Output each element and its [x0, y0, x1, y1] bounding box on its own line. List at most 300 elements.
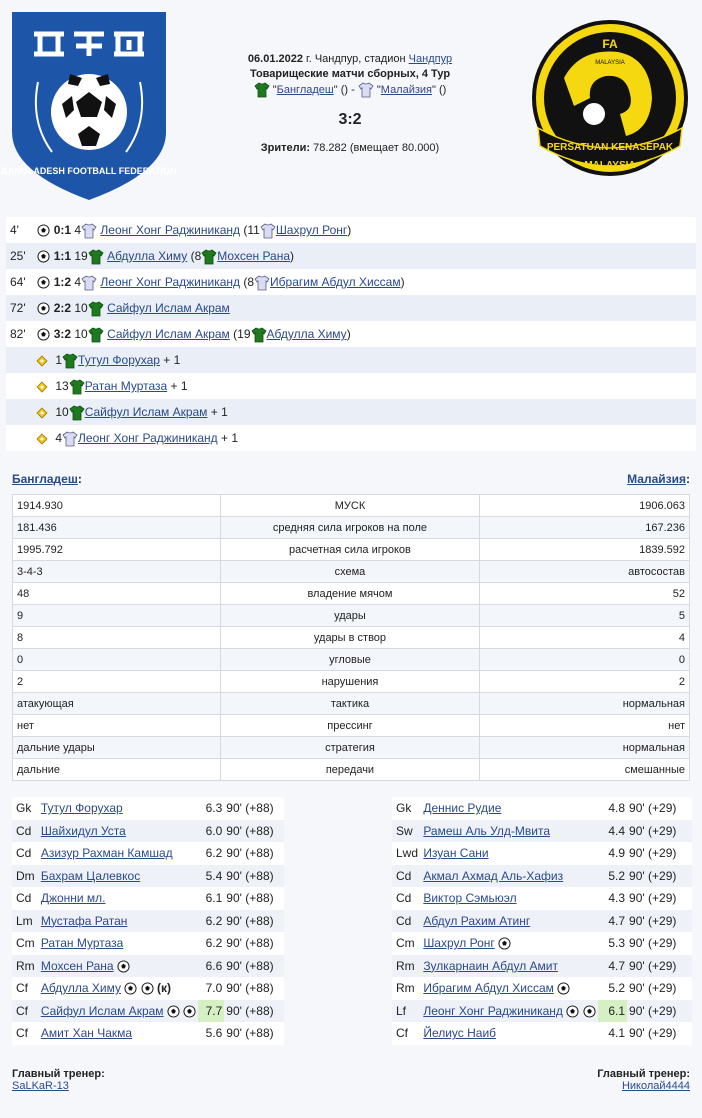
player-rating: 5.2	[598, 977, 627, 1000]
stats-row	[13, 583, 690, 605]
player-position: Gk	[392, 797, 421, 820]
player-rating: 4.1	[598, 1022, 627, 1045]
player-link[interactable]: Ратан Муртаза	[40, 936, 124, 951]
stadium-link[interactable]: Чандпур	[408, 53, 453, 65]
player-cell	[421, 1022, 597, 1045]
player-position: Cd	[12, 820, 39, 843]
assist-player-link[interactable]: Абдулла Химу	[266, 327, 347, 341]
player-cell	[421, 932, 597, 955]
stat-away-value: 1839.592	[480, 539, 690, 561]
football-icon	[37, 276, 50, 289]
stats-row	[13, 715, 690, 737]
player-position: Rm	[392, 955, 421, 978]
home-coach-label: Главный тренер:	[12, 1068, 105, 1080]
bonus-value: + 1	[167, 379, 188, 393]
lineup-row	[392, 865, 692, 888]
goal-ball-icon	[498, 937, 511, 950]
stat-label: владение мячом	[220, 583, 480, 605]
player-position: Cd	[12, 887, 39, 910]
match-date: 06.01.2022	[247, 53, 303, 65]
player-rating: 6.6	[198, 955, 224, 978]
goal-row	[6, 295, 696, 321]
goal-ball-icon	[183, 1005, 196, 1018]
player-minutes: 90' (+29)	[627, 820, 692, 843]
stat-home-value: 181.436	[13, 517, 221, 539]
player-link[interactable]: Бахрам Цалевкос	[40, 868, 141, 883]
bonus-row	[6, 425, 696, 451]
stat-label: нарушения	[220, 671, 480, 693]
lineup-row	[12, 797, 284, 820]
goal-row	[6, 321, 696, 347]
away-shirt-icon	[358, 82, 374, 98]
match-date-line	[200, 52, 500, 67]
goal-player-number: 19	[74, 249, 88, 263]
stats-row	[13, 605, 690, 627]
stat-away-value: 1906.063	[480, 495, 690, 517]
player-rating: 7.0	[198, 977, 224, 1000]
bonus-player-number: 1	[55, 353, 63, 367]
assist-player-link[interactable]: Шахрул Ронг	[275, 223, 348, 237]
home-shirt-icon	[62, 353, 78, 369]
stats-row	[13, 495, 690, 517]
player-rating: 6.3	[198, 797, 224, 820]
player-rating: 6.2	[198, 842, 224, 865]
stat-away-value: нет	[480, 715, 690, 737]
player-rating: 4.3	[598, 887, 627, 910]
goal-player-number: 10	[74, 327, 88, 341]
stat-home-value: 1914.930	[13, 495, 221, 517]
goal-score: 3:2	[53, 327, 72, 341]
malaysia-fa-logo	[530, 18, 690, 188]
player-minutes: 90' (+88)	[224, 797, 284, 820]
stat-home-value: дальние удары	[13, 737, 221, 759]
player-link[interactable]: Зулкарнаин Абдул Амит	[423, 958, 558, 973]
lineup-row	[12, 842, 284, 865]
goal-player-link[interactable]: Абдулла Химу	[107, 249, 188, 263]
home-coach-link[interactable]: SaLKaR-13	[12, 1080, 69, 1092]
assist-number: (19	[233, 327, 251, 341]
lineup-row	[12, 820, 284, 843]
stat-home-value: 48	[13, 583, 221, 605]
bonus-player-link[interactable]: Ратан Муртаза	[84, 379, 168, 393]
stat-away-value: 2	[480, 671, 690, 693]
bonus-icon	[36, 381, 48, 393]
lineup-row	[392, 820, 692, 843]
bonus-player-link[interactable]: Сайфул Ислам Акрам	[84, 405, 208, 419]
goal-ball-icon	[124, 982, 137, 995]
player-position: Cd	[392, 910, 421, 933]
player-cell	[421, 820, 597, 843]
away-shirt-icon	[254, 275, 270, 291]
attendance-value: 78.282 (вмещает 80.000)	[310, 142, 440, 154]
stat-label: тактика	[220, 693, 480, 715]
player-cell	[39, 1022, 198, 1045]
bonus-row	[6, 347, 696, 373]
stat-home-value: 9	[13, 605, 221, 627]
goal-minute: 25'	[10, 249, 26, 263]
stat-away-value: 0	[480, 649, 690, 671]
home-shirt-icon	[69, 379, 85, 395]
bonus-icon	[36, 407, 48, 419]
final-score: 3:2	[338, 111, 362, 128]
bangladesh-logo-text: BANGLADESH FOOTBALL FEDERATION	[1, 166, 177, 176]
goal-row	[6, 217, 696, 243]
player-position: Gk	[12, 797, 39, 820]
assist-number: (8	[190, 249, 202, 263]
bonus-row	[6, 399, 696, 425]
stat-away-value: нормальная	[480, 737, 690, 759]
player-minutes: 90' (+88)	[224, 842, 284, 865]
home-team-header	[12, 472, 82, 486]
player-position: Cm	[392, 932, 421, 955]
player-minutes: 90' (+88)	[224, 910, 284, 933]
player-minutes: 90' (+29)	[627, 797, 692, 820]
home-coach	[12, 1068, 105, 1092]
stats-row	[13, 693, 690, 715]
home-shirt-icon	[201, 249, 217, 265]
player-rating: 6.1	[198, 887, 224, 910]
player-position: Cf	[392, 1022, 421, 1045]
assist-tail: )	[290, 249, 295, 263]
player-position: Cd	[12, 842, 39, 865]
player-cell	[421, 797, 597, 820]
player-link[interactable]: Ибрагим Абдул Хиссам	[423, 981, 554, 996]
stat-away-value: 4	[480, 627, 690, 649]
stat-label: расчетная сила игроков	[220, 539, 480, 561]
stat-label: стратегия	[220, 737, 480, 759]
lineup-row	[392, 977, 692, 1000]
assist-tail: )	[400, 275, 405, 289]
lineup-row	[12, 910, 284, 933]
away-shirt-icon	[260, 223, 276, 239]
home-team-suffix: :	[77, 472, 82, 486]
player-position: Cd	[392, 865, 421, 888]
tournament-name: Товарищеские матчи сборных, 4 Тур	[249, 68, 451, 80]
player-position: Cm	[12, 932, 39, 955]
player-cell	[39, 977, 198, 1000]
player-position: Rm	[392, 977, 421, 1000]
bonus-player-number: 13	[55, 379, 69, 393]
player-cell	[421, 955, 597, 978]
stat-away-value: 5	[480, 605, 690, 627]
player-minutes: 90' (+29)	[627, 842, 692, 865]
stat-label: передачи	[220, 759, 480, 781]
player-link[interactable]: Шахрул Ронг	[423, 936, 495, 951]
player-minutes: 90' (+88)	[224, 887, 284, 910]
player-rating: 6.2	[198, 910, 224, 933]
away-coach-label: Главный тренер:	[597, 1068, 690, 1080]
player-position: Cf	[12, 1000, 39, 1023]
player-link[interactable]: Акмал Ахмад Аль-Хафиз	[423, 868, 564, 883]
lineup-row	[392, 910, 692, 933]
player-minutes: 90' (+29)	[627, 865, 692, 888]
player-rating: 4.7	[598, 955, 627, 978]
match-info	[200, 52, 500, 156]
away-team-header	[627, 472, 690, 486]
lineup-row	[12, 865, 284, 888]
bonus-player-number: 10	[55, 405, 69, 419]
player-cell	[421, 1000, 597, 1023]
stats-row	[13, 627, 690, 649]
goal-row	[6, 243, 696, 269]
player-position: Dm	[12, 865, 39, 888]
away-shirt-icon	[81, 223, 97, 239]
player-minutes: 90' (+29)	[627, 1022, 692, 1045]
player-rating: 6.2	[198, 932, 224, 955]
stat-away-value: автосостав	[480, 561, 690, 583]
away-team-header-link[interactable]: Малайзия	[627, 472, 686, 486]
goal-minute: 82'	[10, 327, 26, 341]
stat-home-value: 8	[13, 627, 221, 649]
stat-home-value: 1995.792	[13, 539, 221, 561]
assist-player-link[interactable]: Мохсен Рана	[217, 249, 291, 263]
away-team-link[interactable]: Малайзия	[380, 83, 433, 96]
lineup-row	[392, 932, 692, 955]
stat-away-value: 167.236	[480, 517, 690, 539]
home-team-header-link[interactable]: Бангладеш	[12, 472, 78, 486]
player-minutes: 90' (+29)	[627, 910, 692, 933]
stat-label: угловые	[220, 649, 480, 671]
stat-home-value: 0	[13, 649, 221, 671]
stat-home-value: атакующая	[13, 693, 221, 715]
goal-player-link[interactable]: Сайфул Ислам Акрам	[107, 327, 230, 341]
player-minutes: 90' (+88)	[224, 820, 284, 843]
stat-away-value: смешанные	[480, 759, 690, 781]
goal-player-number: 4	[74, 223, 82, 237]
goal-player-link[interactable]: Сайфул Ислам Акрам	[107, 301, 230, 315]
goal-player-link[interactable]: Леонг Хонг Раджиниканд	[100, 223, 241, 237]
stats-row	[13, 671, 690, 693]
stats-row	[13, 759, 690, 781]
bonus-value: + 1	[217, 431, 238, 445]
stat-label: удары	[220, 605, 480, 627]
player-minutes: 90' (+88)	[224, 1022, 284, 1045]
player-cell	[39, 932, 198, 955]
home-shirt-icon	[88, 301, 104, 317]
stat-label: прессинг	[220, 715, 480, 737]
football-icon	[37, 224, 50, 237]
bonus-value: + 1	[159, 353, 181, 367]
teams-line: "Бангладеш" () - "Малайзия" ()	[200, 82, 500, 98]
player-rating: 6.1	[598, 1000, 627, 1023]
stat-label: средняя сила игроков на поле	[220, 517, 480, 539]
player-link[interactable]: Сайфул Ислам Акрам	[40, 1003, 164, 1018]
attendance	[200, 141, 500, 156]
player-rating: 5.4	[198, 865, 224, 888]
player-rating: 5.2	[598, 865, 627, 888]
malaysia-logo-fa: FA	[602, 37, 618, 51]
player-cell	[39, 842, 198, 865]
away-team-suffix: :	[686, 472, 690, 486]
away-coach-link[interactable]: Николай4444	[621, 1080, 690, 1092]
player-link[interactable]: Абдул Рахим Атинг	[423, 913, 531, 928]
player-cell	[421, 865, 597, 888]
lineup-row	[392, 797, 692, 820]
player-position: Cf	[12, 1022, 39, 1045]
assist-tail: )	[346, 327, 351, 341]
player-cell	[39, 820, 198, 843]
player-cell	[421, 887, 597, 910]
goal-minute: 72'	[10, 301, 26, 315]
lineup-row	[392, 842, 692, 865]
player-cell	[39, 910, 198, 933]
stat-away-value: 52	[480, 583, 690, 605]
player-link[interactable]: Джонни мл.	[40, 891, 106, 906]
goal-ball-icon	[167, 1005, 180, 1018]
goal-minute: 64'	[10, 275, 26, 289]
malaysia-logo-mid: MALAYSIA	[595, 60, 625, 66]
stats-row	[13, 561, 690, 583]
player-minutes: 90' (+88)	[224, 865, 284, 888]
player-cell	[421, 910, 597, 933]
assist-tail: )	[347, 223, 352, 237]
player-minutes: 90' (+29)	[627, 977, 692, 1000]
player-link[interactable]: Амит Хан Чакма	[40, 1026, 133, 1041]
player-minutes: 90' (+29)	[627, 955, 692, 978]
away-lineup-table	[392, 797, 692, 1045]
player-rating: 4.9	[598, 842, 627, 865]
stat-label: удары в створ	[220, 627, 480, 649]
goal-ball-icon	[583, 1005, 596, 1018]
player-cell	[39, 865, 198, 888]
player-cell	[421, 977, 597, 1000]
assist-number: (8	[243, 275, 255, 289]
stat-label: схема	[220, 561, 480, 583]
home-shirt-icon	[69, 405, 85, 421]
vs-separator: -	[348, 83, 358, 96]
away-shirt-icon	[62, 431, 78, 447]
goal-row	[6, 269, 696, 295]
goal-score: 0:1	[53, 223, 72, 237]
goal-player-number: 10	[74, 301, 88, 315]
player-position: Lm	[12, 910, 39, 933]
player-cell	[39, 1000, 198, 1023]
stat-home-value: нет	[13, 715, 221, 737]
player-position: Rm	[12, 955, 39, 978]
stat-home-value: 3-4-3	[13, 561, 221, 583]
bonus-icon	[36, 433, 48, 445]
stats-row	[13, 539, 690, 561]
player-link[interactable]: Виктор Сэмьюэл	[423, 891, 517, 906]
player-minutes: 90' (+29)	[627, 887, 692, 910]
player-link[interactable]: Леонг Хонг Раджиниканд	[423, 1003, 563, 1018]
lineup-row	[392, 887, 692, 910]
player-link[interactable]: Азизур Рахман Камшад	[40, 846, 173, 861]
malaysia-logo-band: PERSATUAN KENASEPAK	[546, 142, 674, 153]
player-minutes: 90' (+88)	[224, 955, 284, 978]
away-shirt-icon	[81, 275, 97, 291]
stats-team-header	[12, 472, 690, 486]
player-position: Lf	[392, 1000, 421, 1023]
home-lineup-table	[12, 797, 284, 1045]
lineup-row	[12, 887, 284, 910]
player-link[interactable]: Рамеш Аль Улд-Мвита	[423, 823, 550, 838]
lineup-row	[392, 955, 692, 978]
player-rating: 4.4	[598, 820, 627, 843]
player-cell	[39, 887, 198, 910]
player-minutes: 90' (+29)	[627, 932, 692, 955]
home-team-link[interactable]: Бангладеш	[276, 83, 334, 96]
home-shirt-icon	[254, 82, 270, 98]
home-shirt-icon	[88, 249, 104, 265]
goal-score: 2:2	[53, 301, 72, 315]
stats-row	[13, 649, 690, 671]
player-position: Cf	[12, 977, 39, 1000]
lineup-row	[392, 1022, 692, 1045]
player-cell	[39, 797, 198, 820]
stat-away-value: нормальная	[480, 693, 690, 715]
goal-ball-icon	[566, 1005, 579, 1018]
bonus-value: + 1	[207, 405, 228, 419]
bangladesh-federation-logo	[1, 12, 177, 200]
player-position: Lwd	[392, 842, 421, 865]
player-rating: 7.7	[198, 1000, 224, 1023]
lineup-row	[12, 1022, 284, 1045]
lineup-row	[12, 1000, 284, 1023]
match-city: г. Чандпур, стадион	[302, 53, 409, 65]
lineup-row	[12, 932, 284, 955]
malaysia-logo-bottom: MALAYSIA	[584, 160, 636, 171]
player-link[interactable]: Йелиус Наиб	[423, 1026, 497, 1041]
player-link[interactable]: Тутул Форухар	[40, 801, 123, 816]
player-link[interactable]: Абдулла Химу	[40, 981, 121, 996]
lineup-row	[12, 955, 284, 978]
player-rating: 4.8	[598, 797, 627, 820]
home-shirt-icon	[251, 327, 267, 343]
player-link[interactable]: Мустафа Ратан	[40, 913, 128, 928]
assist-number: (11	[243, 223, 260, 237]
player-position: Sw	[392, 820, 421, 843]
player-minutes: 90' (+29)	[627, 1000, 692, 1023]
stat-label: МУСК	[220, 495, 480, 517]
player-rating: 4.7	[598, 910, 627, 933]
player-rating: 5.6	[198, 1022, 224, 1045]
lineup-row	[12, 977, 284, 1000]
stats-row	[13, 517, 690, 539]
assist-player-link[interactable]: Ибрагим Абдул Хиссам	[270, 275, 401, 289]
stats-row	[13, 737, 690, 759]
goal-player-number: 4	[74, 275, 82, 289]
goal-minute: 4'	[10, 223, 19, 237]
player-minutes: 90' (+88)	[224, 977, 284, 1000]
home-shirt-icon	[88, 327, 104, 343]
bonus-player-number: 4	[55, 431, 63, 445]
match-stats-table	[12, 494, 690, 781]
player-rating: 6.0	[198, 820, 224, 843]
goal-score: 1:2	[53, 275, 72, 289]
bonus-player-link[interactable]: Леонг Хонг Раджиниканд	[78, 431, 218, 445]
stat-home-value: 2	[13, 671, 221, 693]
player-position: Cd	[392, 887, 421, 910]
bonus-player-link[interactable]: Тутул Форухар	[78, 353, 160, 367]
match-header	[0, 0, 702, 205]
match-events	[6, 217, 696, 451]
player-cell	[421, 842, 597, 865]
player-link[interactable]: Мохсен Рана	[40, 958, 114, 973]
player-link[interactable]: Шайхидул Уста	[40, 823, 126, 838]
away-coach	[597, 1068, 690, 1092]
goal-score: 1:1	[53, 249, 72, 263]
football-icon	[37, 302, 50, 315]
attendance-label: Зрители:	[260, 142, 311, 154]
goal-player-link[interactable]: Леонг Хонг Раджиниканд	[100, 275, 241, 289]
player-link[interactable]: Деннис Рудие	[423, 801, 502, 816]
bonus-row	[6, 373, 696, 399]
stat-home-value: дальние	[13, 759, 221, 781]
lineup-row	[392, 1000, 692, 1023]
goal-ball-icon	[557, 982, 570, 995]
player-link[interactable]: Изуан Сани	[423, 846, 489, 861]
